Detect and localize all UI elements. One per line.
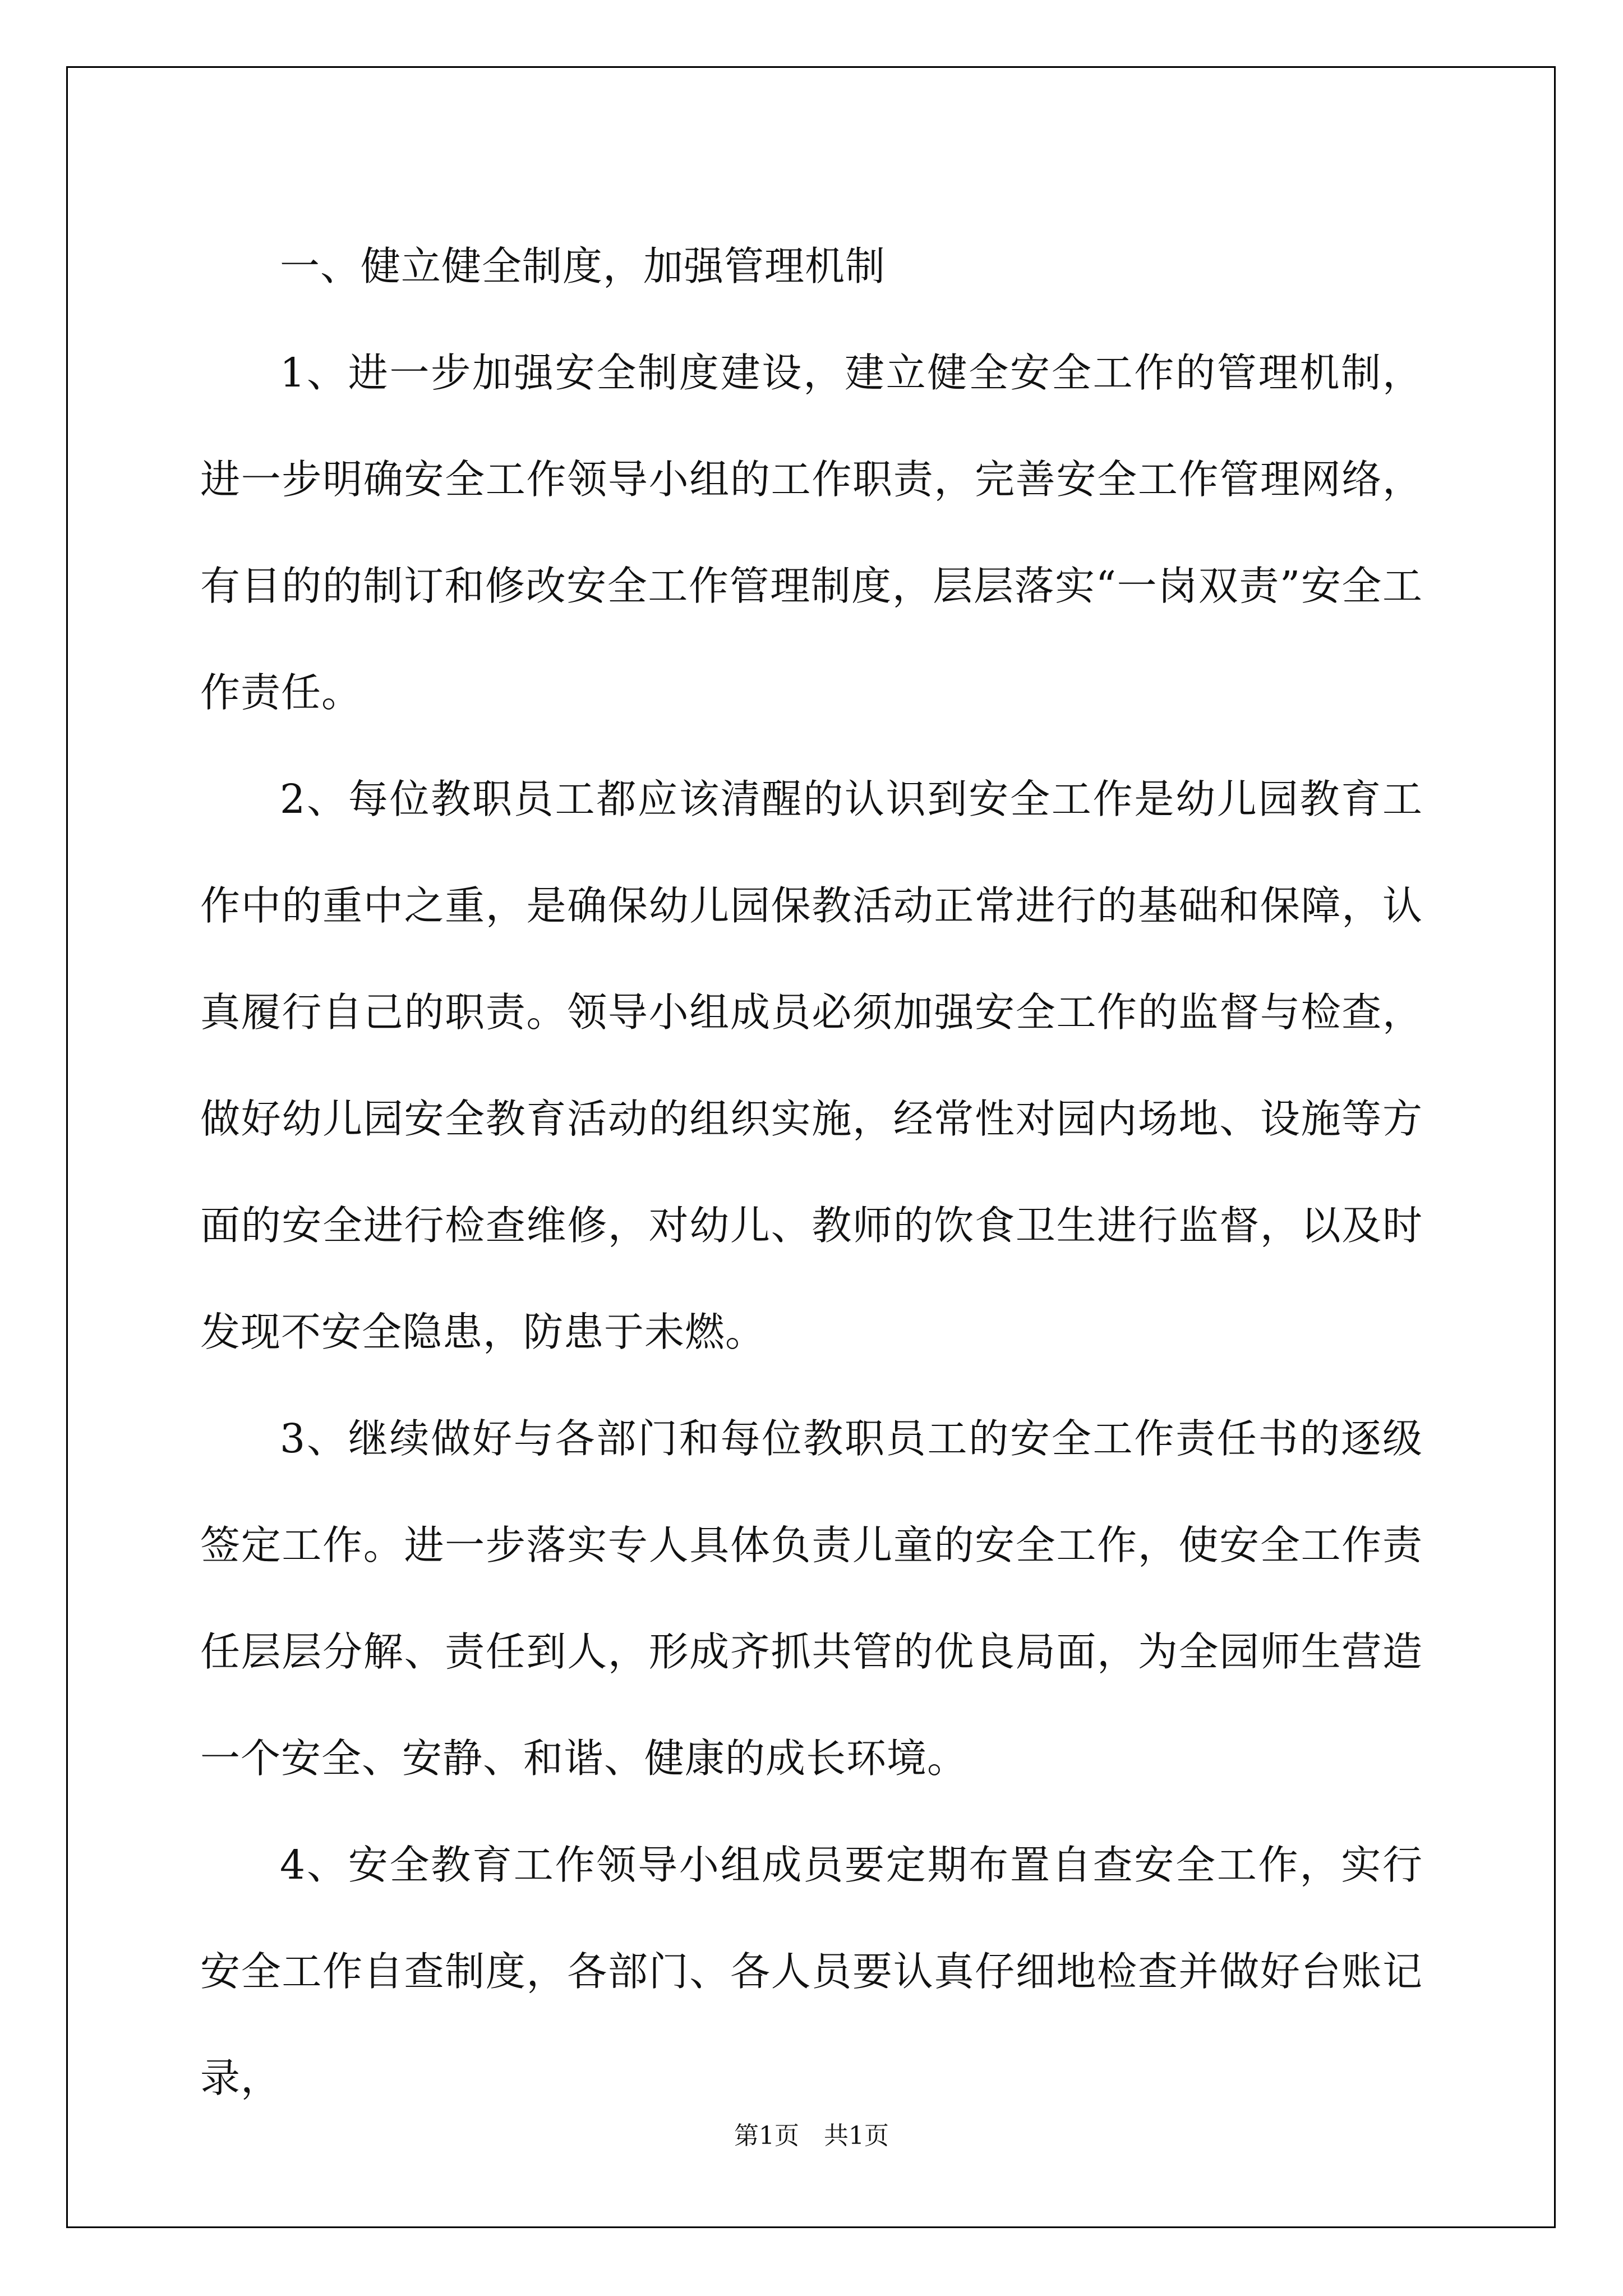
page-footer <box>0 2119 1623 2153</box>
document-body <box>200 213 1423 2132</box>
section-heading: 一、健立健全制度，加强管理机制 <box>280 243 886 289</box>
page-number-current: 第1页 <box>734 2122 799 2150</box>
paragraph-2: 2、每位教职员工都应该清醒的认识到安全工作是幼儿园教育工作中的重中之重，是确保幼儿园保教活动正常进行的基础和保障，认真履行自己的职责。领导小组成员必须加强安全工作的监督与检查，做好幼儿园安全教育活动的组织实施，经常性对园内场地、设施等方面的安全进行检查维修，对幼儿、教师的饮食卫生进行监督，以及时发现不安全隐患，防患于未燃。 <box>200 776 1423 1355</box>
page-number-total: 共1页 <box>824 2122 889 2150</box>
paragraph-1: 1、进一步加强安全制度建设，建立健全安全工作的管理机制，进一步明确安全工作领导小组的工作职责，完善安全工作管理网络，有目的的制订和修改安全工作管理制度，层层落实“一岗双责”安全工作责任。 <box>200 349 1423 716</box>
paragraph-3: 3、继续做好与各部门和每位教职员工的安全工作责任书的逐级签定工作。进一步落实专人具体负责儿童的安全工作，使安全工作责任层层分解、责任到人，形成齐抓共管的优良局面，为全园师生营造一个安全、安静、和谐、健康的成长环境。 <box>200 1415 1423 1782</box>
paragraph-4: 4、安全教育工作领导小组成员要定期布置自查安全工作，实行安全工作自查制度，各部门、各人员要认真仔细地检查并做好台账记录， <box>200 1842 1423 2101</box>
